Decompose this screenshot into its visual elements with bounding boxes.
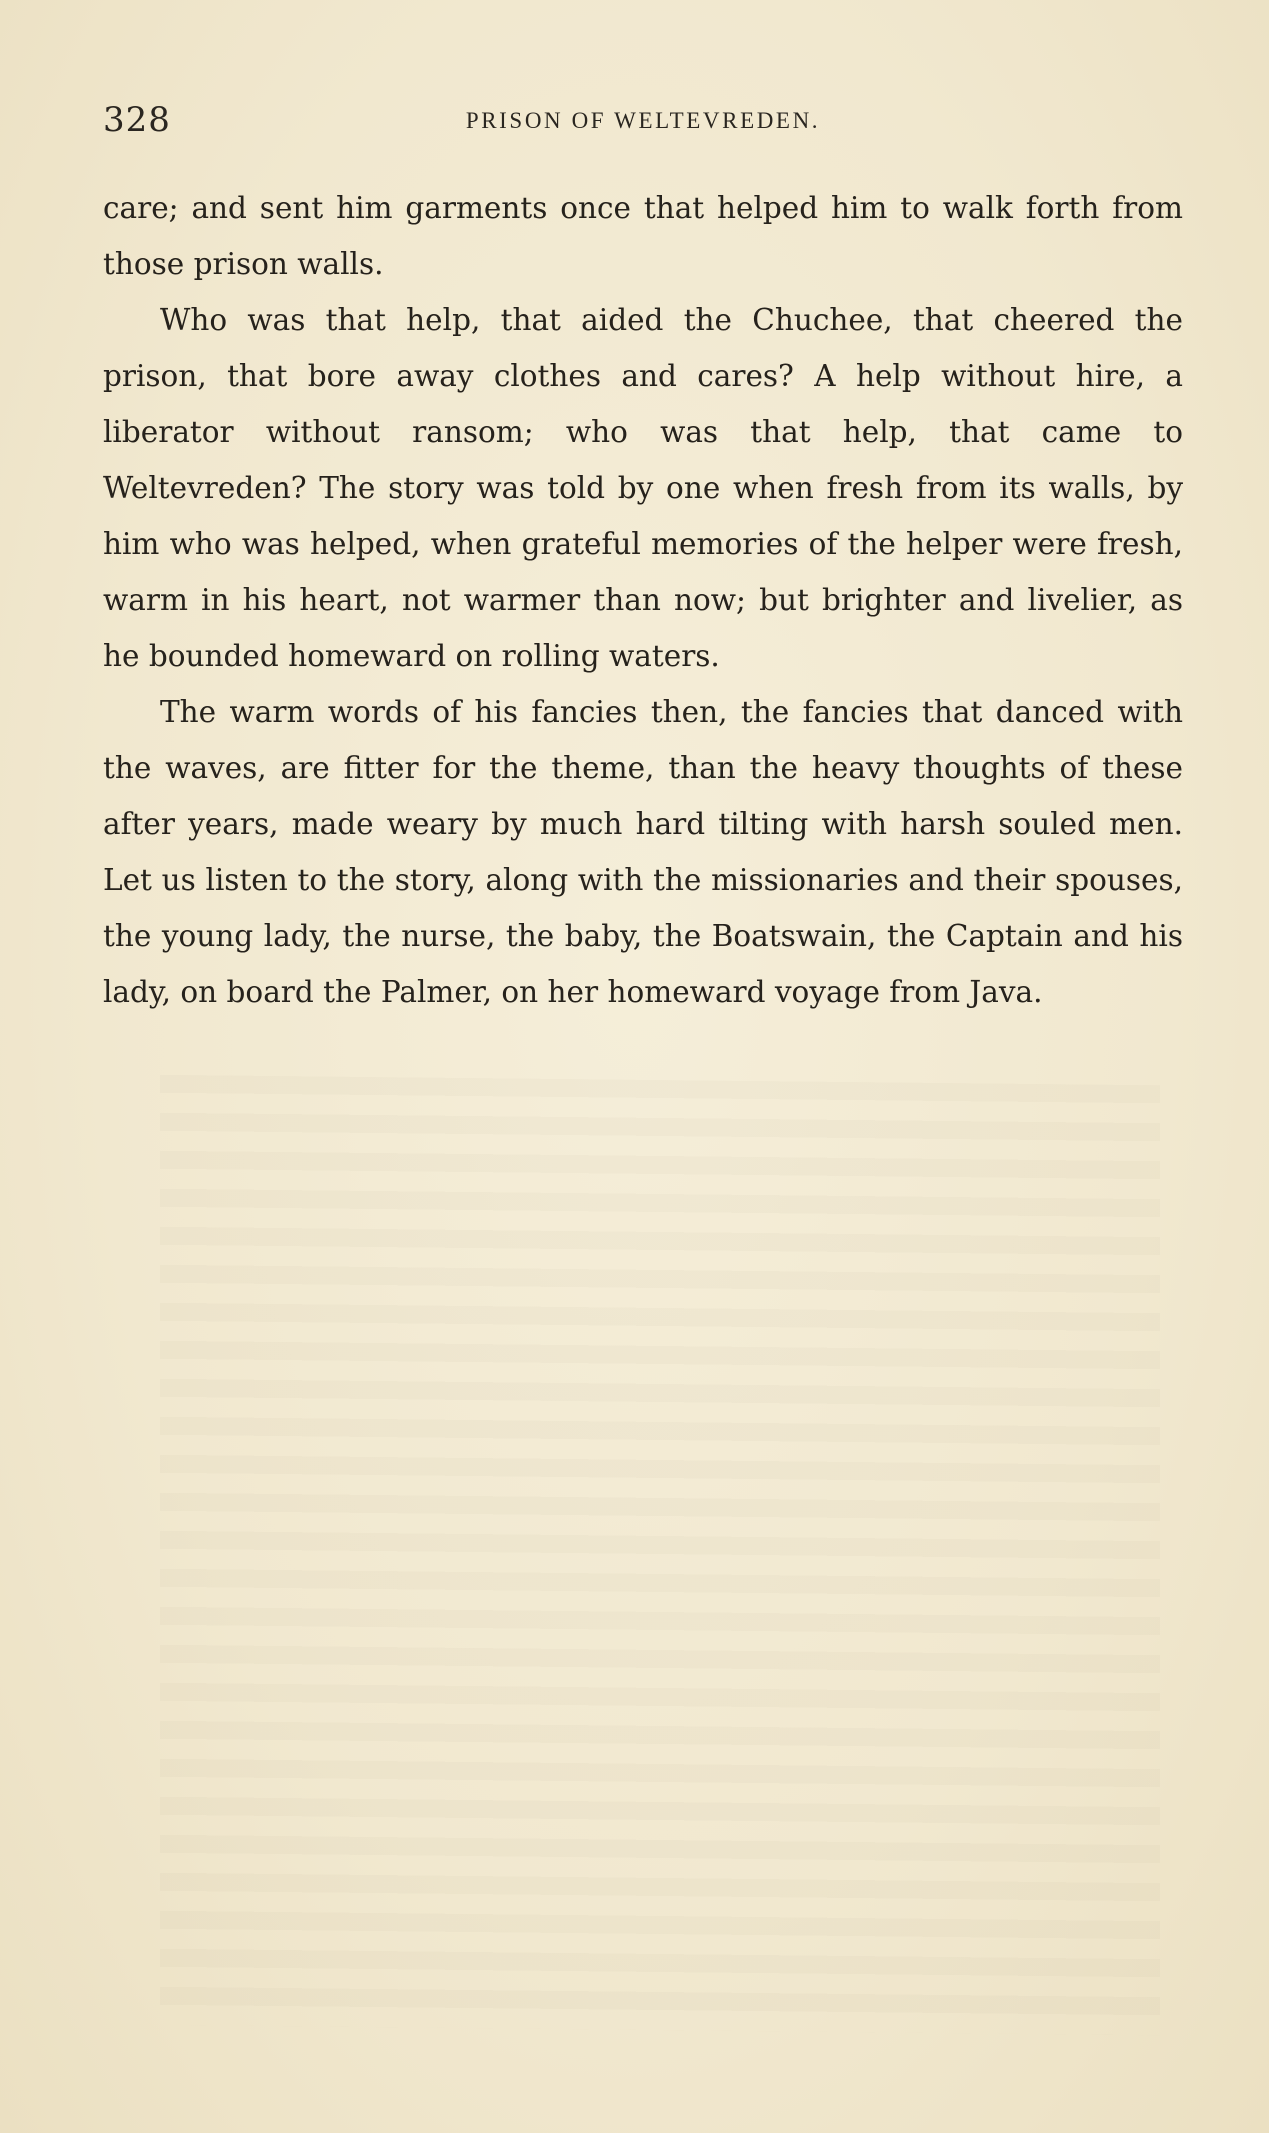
page-header <box>103 100 1183 150</box>
paragraph-continuation: care; and sent him garments once that helped him to walk forth from those prison walls. <box>103 191 1183 281</box>
running-title: PRISON OF WELTEVREDEN. <box>465 108 821 133</box>
page-number: 328 <box>103 100 171 140</box>
paragraph: Who was that help, that aided the Chuchee, that cheered the prison, that bore away clothes and cares? A help without hire, a liberator without ransom; who was that help, that came to Weltevreden? The story was told by one when fresh from its walls, by him who was helped, when grateful memories of the helper were fresh, warm in his heart, not warmer than now; but brighter and livelier, as he bounded homeward on rolling waters. <box>103 303 1183 673</box>
body-text <box>103 180 1183 1020</box>
paragraph: The warm words of his fancies then, the fancies that danced with the waves, are fitter for the theme, than the heavy thoughts of these after years, made weary by much hard tilting with harsh souled men. Let us listen to the story, along with the missionaries and their spouses, the young lady, the nurse, the baby, the Boatswain, the Captain and his lady, on board the Palmer, on her homeward voyage from Java. <box>103 695 1183 1009</box>
bleed-through-texture <box>160 1075 1160 2035</box>
